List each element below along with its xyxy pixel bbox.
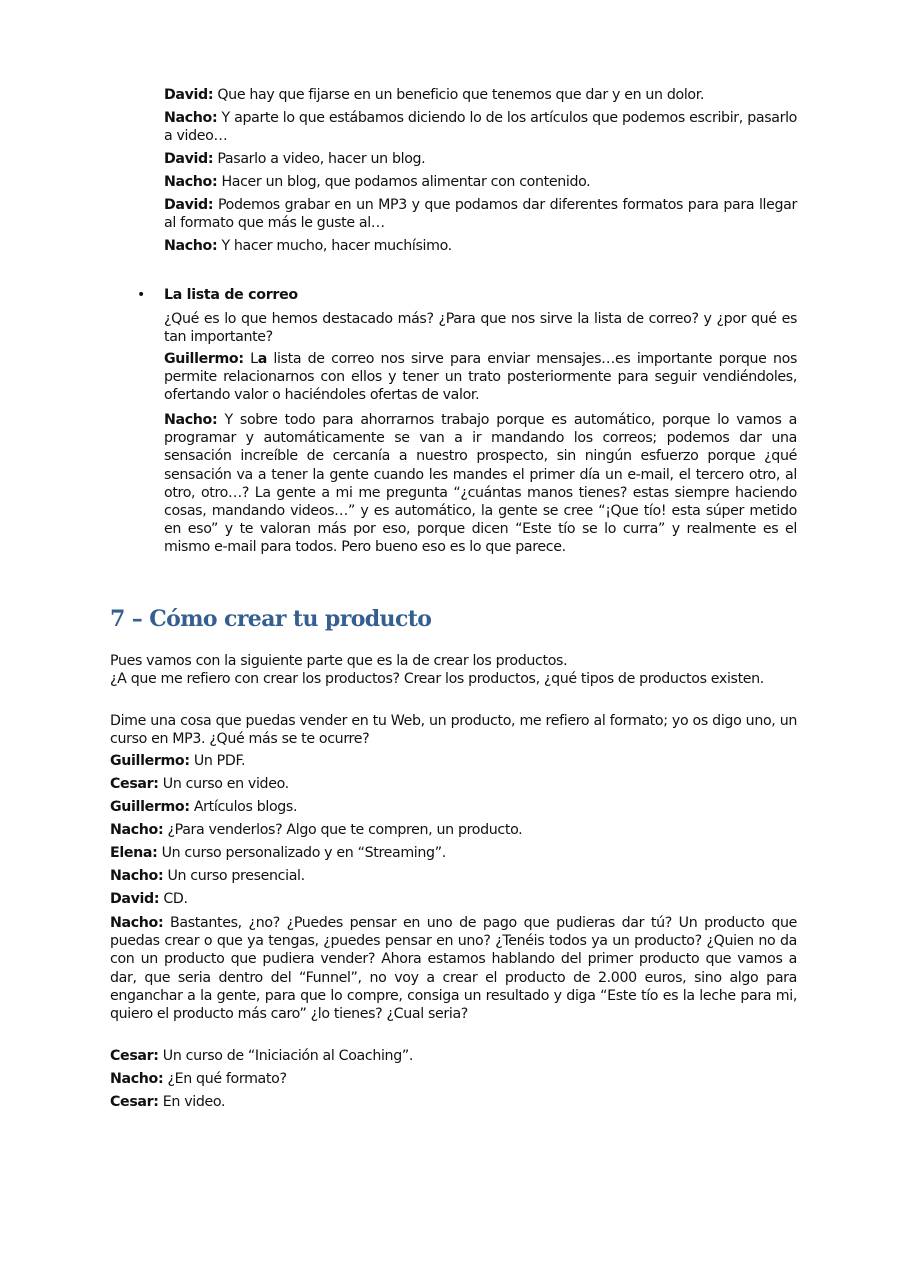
intro-line: ¿A que me refiero con crear los productos? Crear los productos, ¿qué tipos de productos existen. (110, 671, 764, 688)
dialogue-text-lead-bold: a (257, 351, 267, 367)
dialogue-text: Y sobre todo para ahorrarnos trabajo porque es automático, porque lo vamos a programar y automáticamente se van a ir mandando los correos; podemos dar una sensación increíble de cercanía a nuestro prospecto, sin ningún esfuerzo porque ¿qué sensación va a tener la gente cuando les mandes el primer día un e-mail, el tercero otro, al otro, otro…? La gente a mi me pregunta “¿cuántas manos tienes? estas siempre haciendo cosas, mandando videos…” y es automático, la gente se cree “¡Que tío! esta súper metido en eso” y te valoran más por eso, porque dicen “Este tío se lo curra” y realmente es el mismo e-mail para todos. Pero bueno eso es lo que parece. (164, 412, 797, 556)
dialogue-line (110, 1093, 797, 1111)
intro-line: Pues vamos con la siguiente parte que es la de crear los productos. (110, 653, 568, 669)
dialogue-text: Que hay que fijarse en un beneficio que tenemos que dar y en un dolor. (213, 87, 705, 103)
speaker-label: Cesar: (110, 776, 159, 792)
dialogue-line (164, 350, 797, 405)
question-paragraph: ¿Qué es lo que hemos destacado más? ¿Para que nos sirve la lista de correo? y ¿por qué es tan importante? (164, 311, 797, 346)
dialogue-text: Artículos blogs. (189, 799, 298, 815)
speaker-label: Nacho: (110, 868, 164, 884)
speaker-label: David: (164, 197, 214, 213)
speaker-label: Nacho: (110, 915, 164, 931)
dialogue-text: Un curso personalizado y en “Streaming”. (157, 845, 446, 861)
dialogue-text: Un PDF. (189, 753, 246, 769)
speaker-label: Guillermo: (110, 753, 190, 769)
speaker-label: Nacho: (110, 1071, 164, 1087)
speaker-label: Guillermo: (164, 351, 244, 367)
dialogue-text: Hacer un blog, que podamos alimentar con contenido. (217, 174, 591, 190)
speaker-label: David: (164, 151, 214, 167)
speaker-label: Nacho: (110, 822, 164, 838)
speaker-label: Elena: (110, 845, 158, 861)
dialogue-line (110, 890, 797, 908)
dialogue-line (110, 798, 797, 816)
section-heading: 7 – Cómo crear tu producto (110, 606, 432, 632)
dialogue-line (110, 752, 797, 770)
dialogue-text: Bastantes, ¿no? ¿Puedes pensar en uno de pago que pudieras dar tú? Un producto que puedas crear o que ya tengas, ¿puedes pensar en uno? ¿Tenéis todos ya un producto? ¿Quien no da con un producto que pudiera vender? Ahora estamos hablando del primer producto que vamos a dar, que seria dentro del “Funnel”, no voy a crear el producto de 2.000 euros, sino algo para enganchar a la gente, para que lo compre, consiga un resultado y diga “Este tío es la leche para mi, quiero el producto más caro” ¿lo tienes? ¿Cual seria? (110, 915, 797, 1023)
intro-paragraph (110, 652, 797, 688)
dialogue-text: Podemos grabar en un MP3 y que podamos dar diferentes formatos para para llegar al formato que más le guste al… (164, 197, 797, 232)
speaker-label: Guillermo: (110, 799, 190, 815)
speaker-label: Cesar: (110, 1094, 159, 1110)
dialogue-text: Pasarlo a video, hacer un blog. (213, 151, 426, 167)
dialogue-line (110, 821, 797, 839)
dialogue-line (110, 914, 797, 1023)
speaker-label: David: (110, 891, 160, 907)
dialogue-text: CD. (159, 891, 188, 907)
dialogue-line (164, 411, 797, 557)
dialogue-text: Y aparte lo que estábamos diciendo lo de los artículos que podemos escribir, pasarlo a video… (164, 110, 797, 145)
dialogue-text: Un curso en video. (158, 776, 289, 792)
dialogue-line (164, 150, 797, 168)
speaker-label: Nacho: (164, 238, 218, 254)
bullet-icon: • (137, 287, 146, 303)
speaker-label: Nacho: (164, 110, 218, 126)
speaker-label: Nacho: (164, 174, 218, 190)
bullet-title: La lista de correo (164, 287, 298, 303)
speaker-label: David: (164, 87, 214, 103)
speaker-label: Nacho: (164, 412, 218, 428)
dialogue-line (164, 109, 797, 145)
dialogue-line (164, 86, 797, 104)
dialogue-line (110, 1047, 797, 1065)
dialogue-text: En video. (158, 1094, 226, 1110)
dialogue-text-lead: L (243, 351, 258, 367)
speaker-label: Cesar: (110, 1048, 159, 1064)
dialogue-line (110, 1070, 797, 1088)
dialogue-text: Un curso de “Iniciación al Coaching”. (158, 1048, 414, 1064)
dialogue-line (164, 173, 797, 191)
dialogue-line (110, 844, 797, 862)
dialogue-line (164, 196, 797, 232)
dialogue-text: Y hacer mucho, hacer muchísimo. (217, 238, 452, 254)
intro-paragraph: Dime una cosa que puedas vender en tu Web, un producto, me refiero al formato; yo os digo uno, un curso en MP3. ¿Qué más se te ocurre? (110, 713, 797, 748)
dialogue-text: ¿Para venderlos? Algo que te compren, un producto. (163, 822, 523, 838)
dialogue-text: ¿En qué formato? (163, 1071, 287, 1087)
dialogue-text: Un curso presencial. (163, 868, 305, 884)
dialogue-text: lista de correo nos sirve para enviar mensajes…es importante porque nos permite relacionarnos con ellos y tener un trato posteriormente para seguir vendiéndoles, ofertando valor o haciéndoles ofertas de valor. (164, 351, 798, 404)
dialogue-line (164, 237, 797, 255)
dialogue-line (110, 867, 797, 885)
dialogue-line (110, 775, 797, 793)
